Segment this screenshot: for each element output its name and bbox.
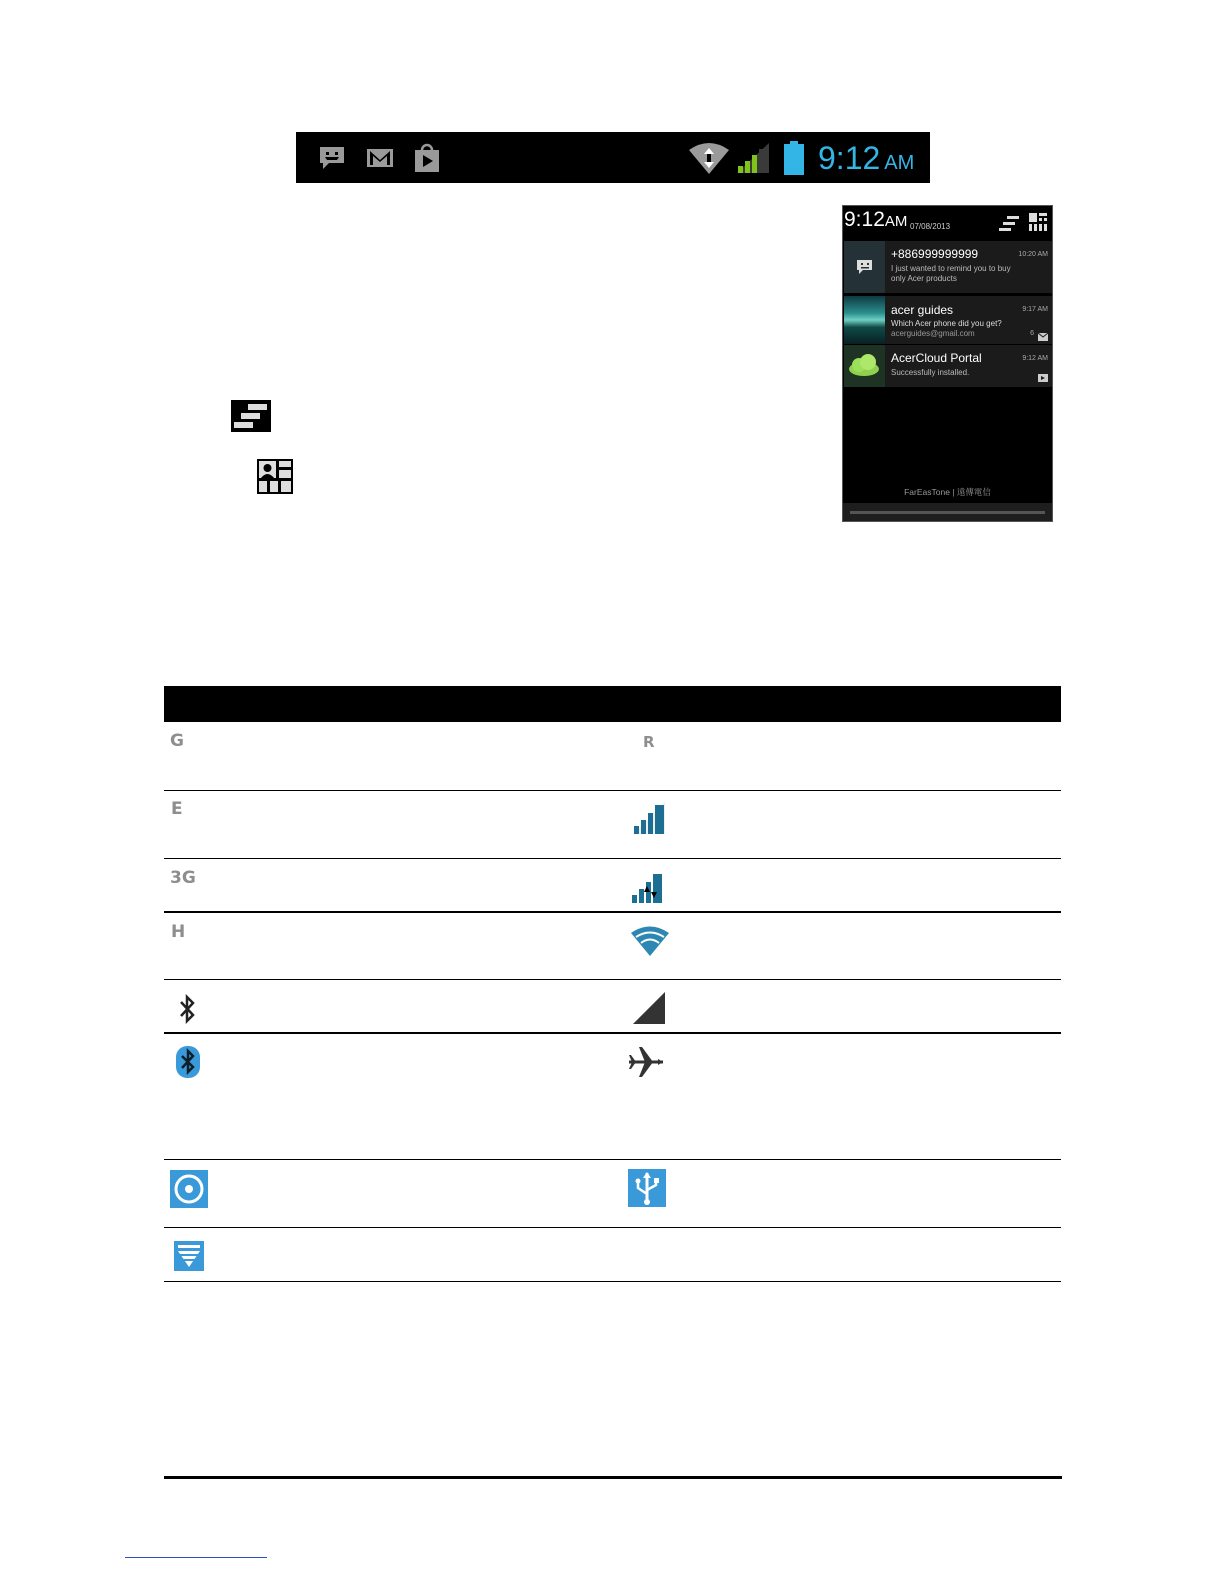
panel-date: 07/08/2013: [910, 222, 951, 231]
clear-notifications-icon: [231, 400, 271, 437]
signal-data-icon: [630, 870, 666, 904]
hspa-letter-icon: H: [171, 922, 186, 942]
row-divider: [164, 911, 1061, 913]
table-header: [164, 686, 1061, 722]
notification-title: AcerCloud Portal: [891, 351, 982, 365]
carrier-label: FarEasTone | 遠傳電信: [904, 487, 991, 497]
footer-rule: [164, 1476, 1062, 1479]
row-divider: [164, 1281, 1061, 1282]
notification-text: Successfully installed.: [891, 368, 970, 377]
panel-drag-handle[interactable]: [843, 503, 1052, 522]
data-sync-icon: [173, 1240, 205, 1272]
notification-item[interactable]: [844, 345, 1052, 387]
row-divider: [164, 979, 1061, 980]
message-icon: [844, 241, 885, 293]
aurora-thumbnail: [844, 296, 885, 344]
notification-text: acerguides@gmail.com: [891, 329, 975, 338]
notification-time: 9:17 AM: [1022, 306, 1048, 313]
gprs-letter-icon: G: [170, 731, 184, 751]
3g-letter-icon: 3G: [170, 868, 196, 888]
notification-count: 6: [1030, 330, 1034, 337]
roaming-letter-icon: R: [643, 733, 655, 751]
gps-icon: [169, 1169, 209, 1209]
notification-title: +886999999999: [891, 247, 979, 261]
bluetooth-connected-icon: [175, 1045, 201, 1079]
row-divider: [164, 1159, 1061, 1160]
no-signal-icon: [632, 991, 666, 1025]
row-divider: [164, 1032, 1061, 1034]
usb-icon: [627, 1168, 667, 1208]
message-icon: [317, 132, 347, 183]
wifi-icon: [688, 132, 730, 183]
row-divider: [164, 1227, 1061, 1228]
notification-item[interactable]: [844, 296, 1052, 344]
panel-header: [843, 206, 1052, 240]
panel-clock: 9:12AM: [844, 208, 908, 231]
clear-notifications-icon[interactable]: [999, 215, 1021, 238]
install-icon: [1038, 369, 1048, 387]
wifi-icon: [630, 925, 670, 957]
row-divider: [164, 790, 1061, 791]
status-bar-clock: 9:12 AM: [818, 140, 915, 176]
footer-link-underline[interactable]: [125, 1557, 267, 1558]
notification-time: 9:12 AM: [1022, 355, 1048, 362]
row-divider: [164, 858, 1061, 859]
notification-title: acer guides: [891, 303, 954, 317]
signal-strength-icon: [632, 801, 666, 835]
quick-settings-icon[interactable]: [1029, 213, 1047, 236]
mail-icon: [1038, 328, 1048, 346]
signal-icon: [736, 132, 770, 183]
notification-time: 10:20 AM: [1018, 251, 1048, 258]
battery-icon: [783, 132, 805, 183]
notification-text: only Acer products: [891, 274, 957, 283]
bluetooth-icon: [178, 994, 198, 1024]
airplane-icon: [627, 1044, 665, 1080]
edge-letter-icon: E: [171, 799, 183, 819]
notification-item[interactable]: [844, 241, 1052, 293]
notification-text: I just wanted to remind you to buy: [891, 264, 1011, 273]
cloud-icon: [844, 345, 885, 387]
notification-text: Which Acer phone did you get?: [891, 319, 1002, 328]
gmail-icon: [365, 132, 395, 183]
quick-settings-icon: [257, 459, 293, 499]
notification-panel: [842, 205, 1053, 522]
play-store-icon: [413, 132, 441, 183]
